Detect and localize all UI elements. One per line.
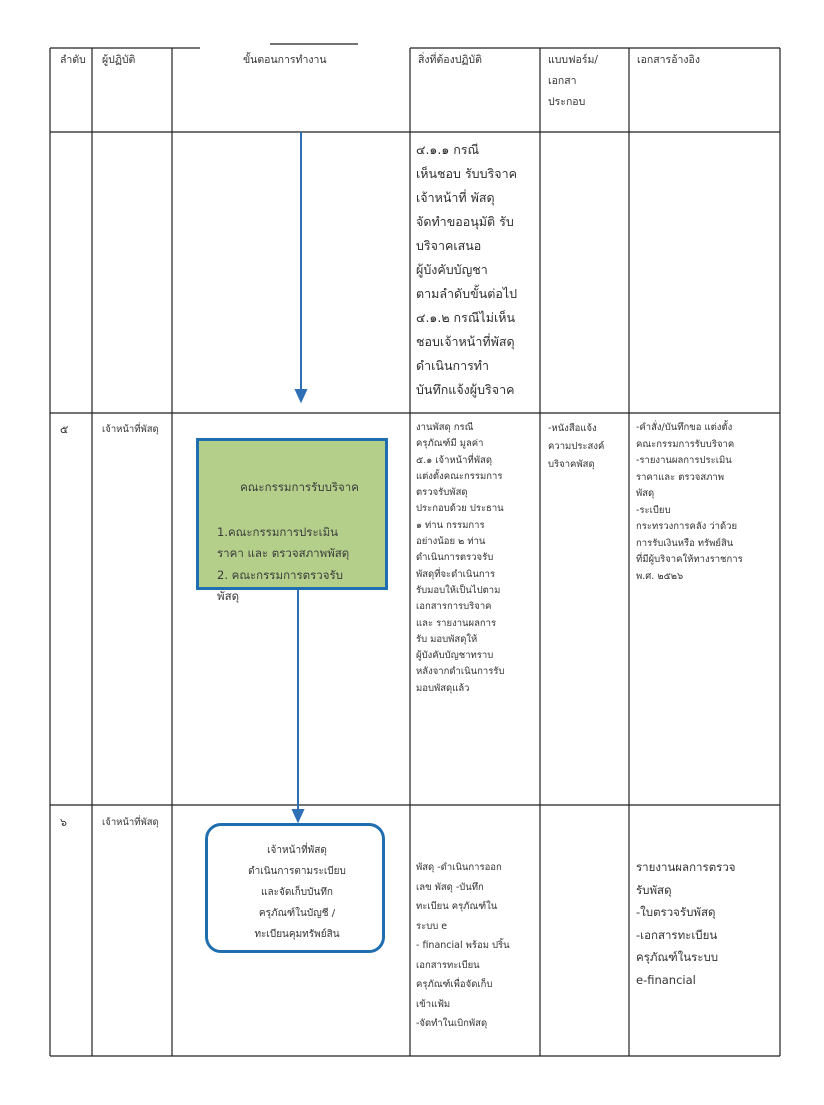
process-box-donation-committee bbox=[196, 438, 388, 603]
process-box-record-lines: เจ้าหน้าที่พัสดุ ดำเนินการตามระเบียบ และจัดเก็บบันทึก ครุภัณฑ์ในบัญชี / ทะเบียนคุมทรัพย์สิน bbox=[248, 845, 346, 940]
header-performer: ผู้ปฏิบัติ bbox=[102, 54, 136, 66]
process-box-lines: 1.คณะกรรมการประเมิน ราคา และ ตรวจสภาพพัสดุ 2. คณะกรรมการตรวจรับ พัสดุ bbox=[217, 524, 350, 603]
row-6-tasks: พัสดุ -ดำเนินการออก เลข พัสดุ -บันทึก ทะเบียน ครุภัณฑ์ใน ระบบ e - financial พร้อม ปริ้น เอกสารทะเบียน ครุภัณฑ์เพื่อจัดเก็บ เข้าแฟ้ม -จัดทำในเบิกพัสดุ bbox=[416, 862, 510, 1029]
process-box-record-keeping bbox=[205, 823, 385, 953]
header-references: เอกสารอ้างอิง bbox=[637, 54, 700, 66]
row-5-tasks: งานพัสดุ กรณี ครุภัณฑ์มี มูลค่า ๕.๑ เจ้าหน้าที่พัสดุ แต่งตั้งคณะกรรมการ ตรวจรับพัสดุ ประกอบด้วย ประธาน ๑ ท่าน กรรมการ อย่างน้อย ๒ ท่าน ดำเนินการตรวจรับ พัสดุที่จะดำเนินการ รับมอบให้เป็นไปตาม เอกสารการบริจาค และ รายงานผลการ รับ มอบพัสดุให้ ผู้บังคับบัญชาทราบ หลังจากดำเนินการรับ มอบพัสดุแล้ว bbox=[416, 422, 505, 694]
row-5-number: ๕ bbox=[60, 423, 69, 436]
row-6-number: ๖ bbox=[60, 816, 67, 829]
header-tasks: สิ่งที่ต้องปฏิบัติ bbox=[418, 54, 482, 66]
row-5-references: -คำสั่ง/บันทึกขอ แต่งตั้ง คณะกรรมการรับบริจาค -รายงานผลการประเมิน ราคาและ ตรวจสภาพ พัสดุ -ระเบียบ กระทรวงการคลัง ว่าด้วย การรับเงินหรือ ทรัพย์สิน ที่มีผู้บริจาคให้ทางราชการ พ.ศ. ๒๕๒๖ bbox=[636, 422, 743, 582]
row-6-references: รายงานผลการตรวจ รับพัสดุ -ใบตรวจรับพัสดุ -เอกสารทะเบียน ครุภัณฑ์ในระบบ e-financial bbox=[636, 860, 736, 987]
header-number: ลำดับ bbox=[60, 54, 86, 66]
process-box-title: คณะกรรมการรับบริจาค bbox=[240, 479, 359, 494]
row-6-performer: เจ้าหน้าที่พัสดุ bbox=[102, 817, 159, 828]
row-a-tasks: ๔.๑.๑ กรณี เห็นชอบ รับบริจาค เจ้าหน้าที่ พัสดุ จัดทำขออนุมัติ รับ บริจาคเสนอ ผู้บังคับบัญชา ตามลำดับขั้นต่อไป ๔.๑.๒ กรณีไม่เห็น ชอบเจ้าหน้าที่พัสดุ ดำเนินการทำ บันทึกแจ้งผู้บริจาค bbox=[416, 142, 518, 397]
row-5-performer: เจ้าหน้าที่พัสดุ bbox=[102, 424, 159, 435]
header-work-process: ขั้นตอนการทำงาน bbox=[243, 54, 327, 66]
header-forms: แบบฟอร์ม/ เอกสา ประกอบ bbox=[548, 54, 598, 108]
row-5-forms: -หนังสือแจ้ง ความประสงค์ บริจาคพัสดุ bbox=[548, 423, 605, 470]
